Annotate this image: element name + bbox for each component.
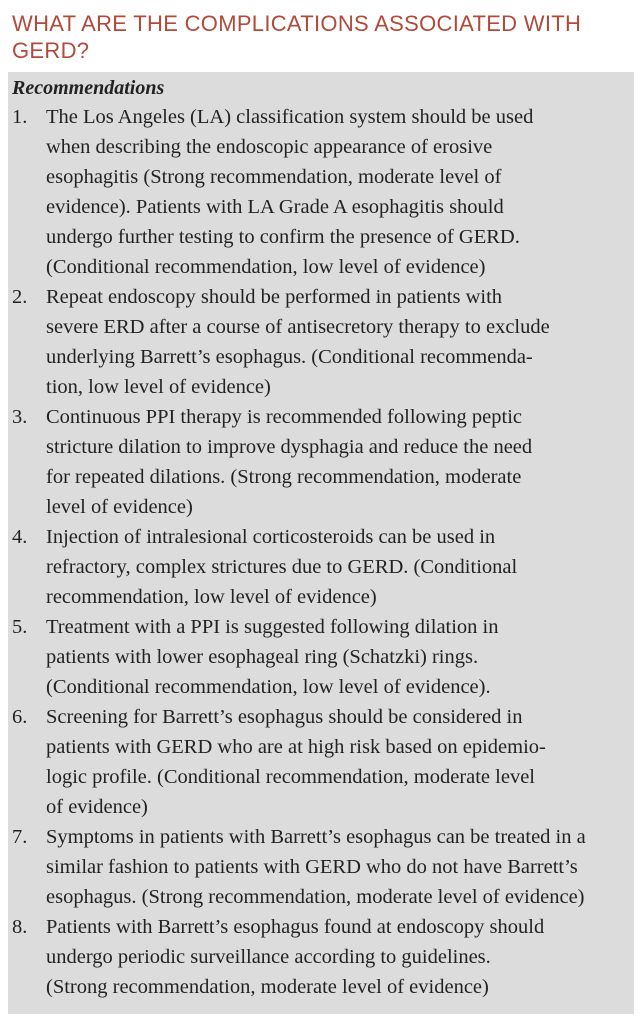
recommendation-text-line: esophagus. (Strong recommendation, moderate level of evidence) — [46, 886, 585, 908]
recommendation-text-line: Screening for Barrett’s esophagus should be considered in — [46, 706, 523, 728]
recommendation-text-line: refractory, complex strictures due to GERD. (Conditional — [46, 556, 518, 578]
recommendation-text-line: of evidence) — [46, 796, 148, 818]
recommendation-item — [8, 612, 634, 702]
section-heading — [12, 10, 632, 64]
recommendation-text-line: Patients with Barrett’s esophagus found at endoscopy should — [46, 916, 545, 938]
section-heading-line: GERD? — [12, 38, 90, 63]
recommendation-number: 7. — [12, 826, 28, 848]
recommendation-text-line: patients with lower esophageal ring (Schatzki) rings. — [46, 646, 479, 668]
recommendation-item — [8, 402, 634, 522]
recommendation-text-line: (Conditional recommendation, low level of evidence) — [46, 256, 486, 278]
recommendation-text-line: Symptoms in patients with Barrett’s esophagus can be treated in a — [46, 826, 586, 848]
recommendation-text-line: undergo further testing to confirm the presence of GERD. — [46, 226, 520, 248]
recommendation-item — [8, 702, 634, 822]
recommendation-text-line: patients with GERD who are at high risk based on epidemio- — [46, 736, 546, 758]
recommendation-text-line: logic profile. (Conditional recommendation, moderate level — [46, 766, 535, 788]
recommendation-number: 5. — [12, 616, 28, 638]
recommendation-item — [8, 822, 634, 912]
recommendation-text-line: severe ERD after a course of antisecretory therapy to exclude — [46, 316, 550, 338]
recommendation-item — [8, 102, 634, 282]
recommendation-text-line: level of evidence) — [46, 496, 193, 518]
recommendation-item — [8, 522, 634, 612]
recommendation-text-line: evidence). Patients with LA Grade A esophagitis should — [46, 196, 504, 218]
recommendation-text-line: (Conditional recommendation, low level of evidence). — [46, 676, 491, 698]
recommendation-text-line: (Strong recommendation, moderate level of evidence) — [46, 976, 489, 998]
recommendation-text-line: The Los Angeles (LA) classification system should be used — [46, 106, 534, 128]
recommendation-text-line: Continuous PPI therapy is recommended following peptic — [46, 406, 522, 428]
recommendation-text-line: Treatment with a PPI is suggested following dilation in — [46, 616, 499, 638]
recommendations-title: Recommendations — [12, 77, 165, 99]
recommendation-text-line: tion, low level of evidence) — [46, 376, 271, 398]
recommendations-box — [8, 72, 634, 1014]
recommendation-item — [8, 282, 634, 402]
recommendation-item — [8, 912, 634, 1002]
recommendation-number: 6. — [12, 706, 28, 728]
recommendation-text-line: similar fashion to patients with GERD who do not have Barrett’s — [46, 856, 578, 878]
recommendation-number: 2. — [12, 286, 28, 308]
recommendation-number: 4. — [12, 526, 28, 548]
recommendation-text-line: stricture dilation to improve dysphagia and reduce the need — [46, 436, 533, 458]
recommendation-number: 8. — [12, 916, 28, 938]
recommendation-text-line: for repeated dilations. (Strong recommendation, moderate — [46, 466, 522, 488]
recommendation-text-line: Injection of intralesional corticosteroids can be used in — [46, 526, 496, 548]
recommendation-text-line: Repeat endoscopy should be performed in patients with — [46, 286, 503, 308]
recommendation-number: 3. — [12, 406, 28, 428]
section-heading-line: WHAT ARE THE COMPLICATIONS ASSOCIATED WITH — [12, 11, 582, 36]
recommendation-text-line: when describing the endoscopic appearance of erosive — [46, 136, 493, 158]
recommendation-number: 1. — [12, 106, 28, 128]
recommendation-text-line: esophagitis (Strong recommendation, moderate level of — [46, 166, 502, 188]
recommendation-text-line: recommendation, low level of evidence) — [46, 586, 377, 608]
recommendation-text-line: underlying Barrett’s esophagus. (Conditional recommenda- — [46, 346, 533, 368]
recommendation-text-line: undergo periodic surveillance according to guidelines. — [46, 946, 491, 968]
recommendations-list — [8, 102, 634, 1002]
